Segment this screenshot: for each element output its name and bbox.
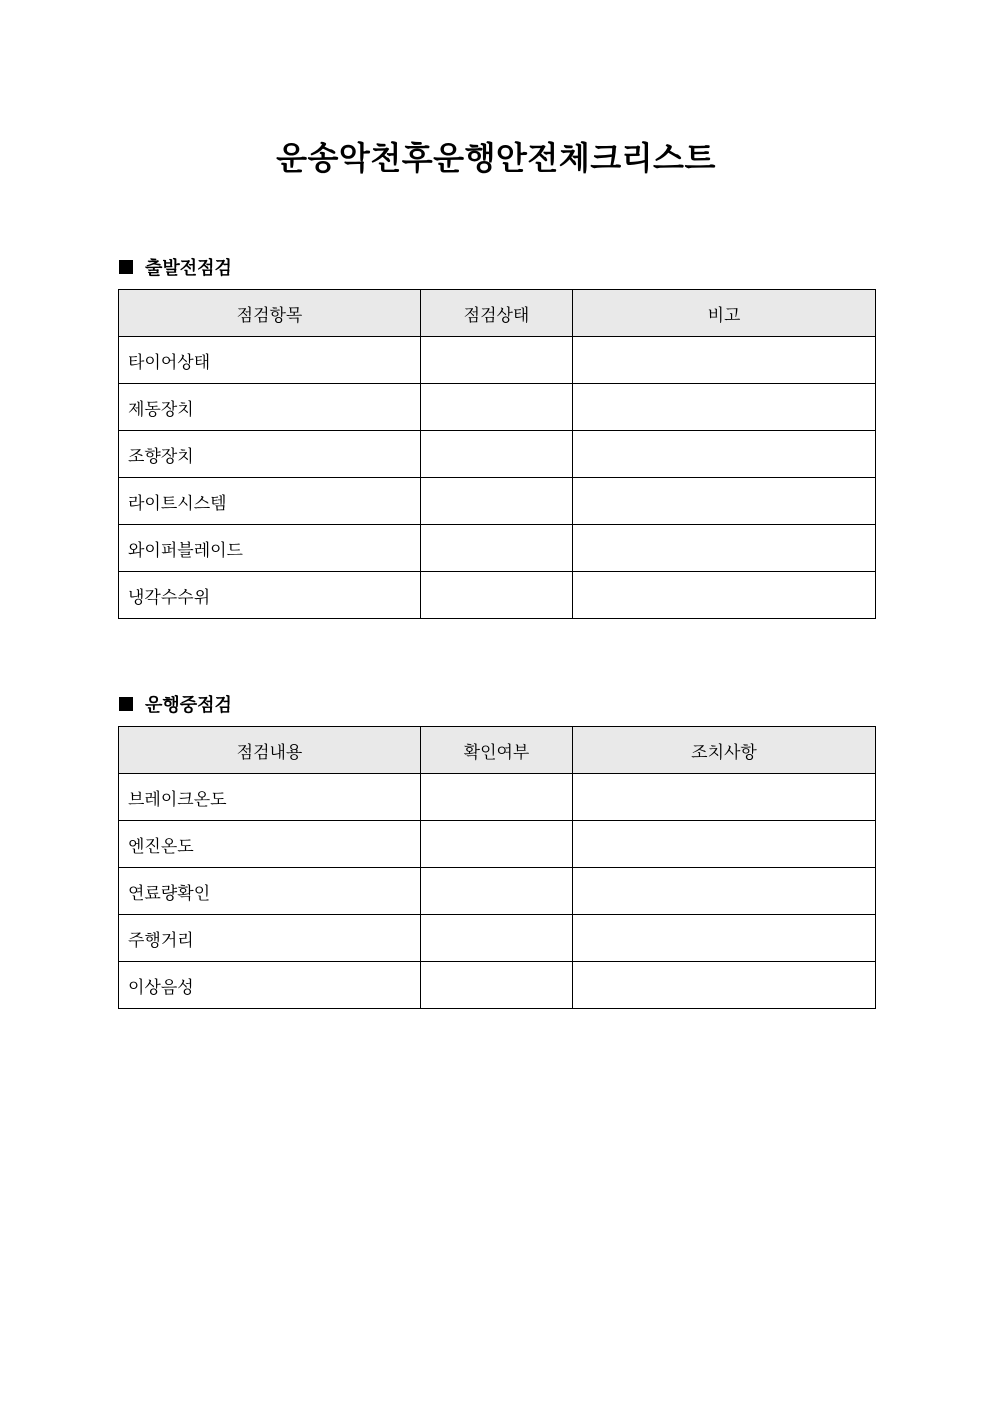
status-cell[interactable]	[421, 525, 573, 572]
status-cell[interactable]	[421, 431, 573, 478]
column-header-item: 점검내용	[119, 727, 421, 774]
status-cell[interactable]	[421, 478, 573, 525]
item-cell: 엔진온도	[119, 821, 421, 868]
status-cell[interactable]	[421, 572, 573, 619]
table-header-row	[119, 727, 876, 774]
table-row	[119, 572, 876, 619]
note-cell[interactable]	[573, 962, 876, 1009]
status-cell[interactable]	[421, 962, 573, 1009]
item-cell: 조향장치	[119, 431, 421, 478]
status-cell[interactable]	[421, 384, 573, 431]
table-row	[119, 384, 876, 431]
section-heading-in-transit	[119, 691, 232, 717]
note-cell[interactable]	[573, 572, 876, 619]
item-cell: 이상음성	[119, 962, 421, 1009]
note-cell[interactable]	[573, 525, 876, 572]
square-bullet-icon	[119, 260, 133, 274]
table-row	[119, 431, 876, 478]
note-cell[interactable]	[573, 774, 876, 821]
item-cell: 브레이크온도	[119, 774, 421, 821]
table-row	[119, 915, 876, 962]
item-cell: 냉각수수위	[119, 572, 421, 619]
note-cell[interactable]	[573, 868, 876, 915]
item-cell: 연료량확인	[119, 868, 421, 915]
status-cell[interactable]	[421, 337, 573, 384]
item-cell: 라이트시스템	[119, 478, 421, 525]
table-row	[119, 774, 876, 821]
note-cell[interactable]	[573, 384, 876, 431]
column-header-action: 조치사항	[573, 727, 876, 774]
column-header-item: 점검항목	[119, 290, 421, 337]
table-row	[119, 478, 876, 525]
section-heading-label: 운행중점검	[145, 695, 232, 716]
note-cell[interactable]	[573, 431, 876, 478]
status-cell[interactable]	[421, 821, 573, 868]
section-heading-pre-departure	[119, 254, 232, 280]
item-cell: 와이퍼블레이드	[119, 525, 421, 572]
in-transit-table	[118, 726, 876, 1009]
section-heading-label: 출발전점검	[145, 258, 232, 279]
status-cell[interactable]	[421, 774, 573, 821]
table-header-row	[119, 290, 876, 337]
note-cell[interactable]	[573, 821, 876, 868]
table-row	[119, 868, 876, 915]
pre-departure-table	[118, 289, 876, 619]
note-cell[interactable]	[573, 915, 876, 962]
status-cell[interactable]	[421, 915, 573, 962]
table-row	[119, 337, 876, 384]
status-cell[interactable]	[421, 868, 573, 915]
square-bullet-icon	[119, 697, 133, 711]
table-row	[119, 821, 876, 868]
table-row	[119, 525, 876, 572]
item-cell: 제동장치	[119, 384, 421, 431]
note-cell[interactable]	[573, 478, 876, 525]
table-row	[119, 962, 876, 1009]
column-header-note: 비고	[573, 290, 876, 337]
note-cell[interactable]	[573, 337, 876, 384]
item-cell: 타이어상태	[119, 337, 421, 384]
document-title: 운송악천후운행안전체크리스트	[276, 139, 716, 177]
column-header-confirmed: 확인여부	[421, 727, 573, 774]
item-cell: 주행거리	[119, 915, 421, 962]
column-header-status: 점검상태	[421, 290, 573, 337]
